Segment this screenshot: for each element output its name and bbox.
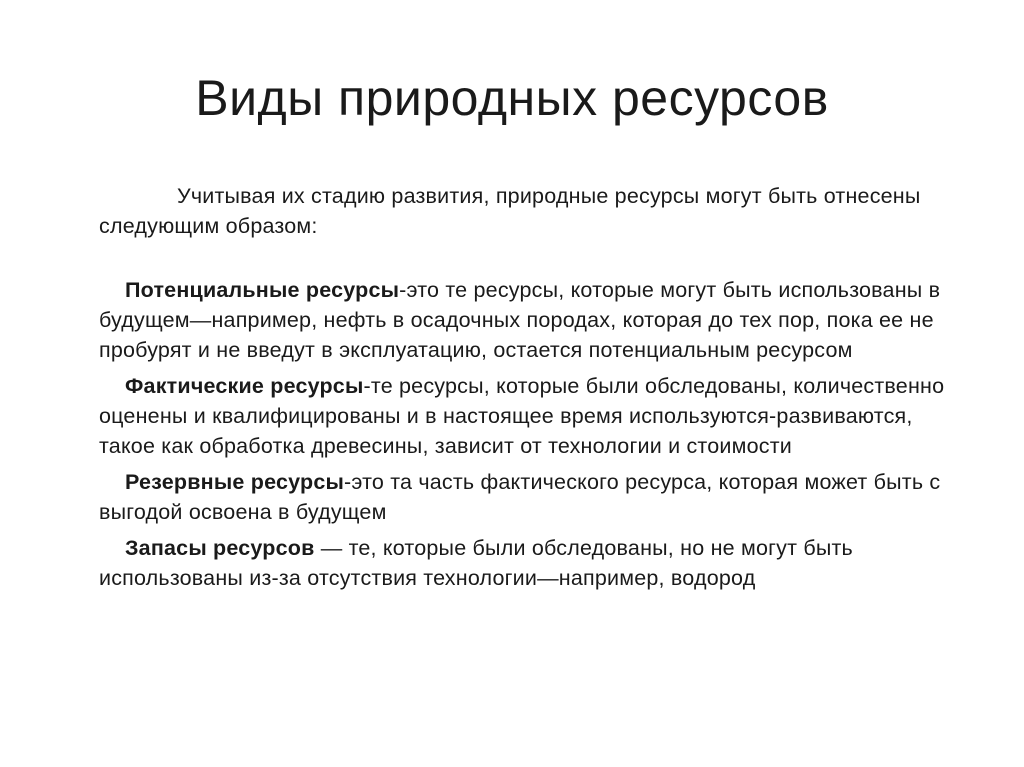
- definition-potential-resources: -это те ресурсы, которые могут быть использованы в будущем—например, нефть в осадочных породах, которая до тех пор, пока ее не пробурят и не введут в эксплуатацию, остается потенциальным ресурсом: [99, 278, 941, 362]
- definition-reserve-resources: -это та часть фактического ресурса, которая может быть с выгодой освоена в будущем: [99, 470, 941, 524]
- intro-paragraph: Учитывая их стадию развития, природные ресурсы могут быть отнесены следующим образом:: [99, 184, 921, 238]
- definition-resource-stocks: — те, которые были обследованы, но не могут быть использованы из-за отсутствия технологии—например, водород: [99, 536, 853, 590]
- resource-types-list: [99, 275, 959, 593]
- definition-actual-resources: -те ресурсы, которые были обследованы, количественно оценены и квалифицированы и в настоящее время используются-развиваются, такое как обработка древесины, зависит от технологии и стоимости: [99, 374, 945, 458]
- term-resource-stocks: Запасы ресурсов: [125, 536, 315, 560]
- term-actual-resources: Фактические ресурсы: [125, 374, 364, 398]
- list-item-resource-stocks: [99, 533, 959, 593]
- list-item-potential-resources: [99, 275, 959, 365]
- slide-title: Виды природных ресурсов: [195, 70, 829, 126]
- term-reserve-resources: Резервные ресурсы: [125, 470, 345, 494]
- list-item-reserve-resources: [99, 467, 959, 527]
- term-potential-resources: Потенциальные ресурсы: [125, 278, 400, 302]
- list-item-actual-resources: [99, 371, 959, 461]
- slide-body: [99, 181, 959, 599]
